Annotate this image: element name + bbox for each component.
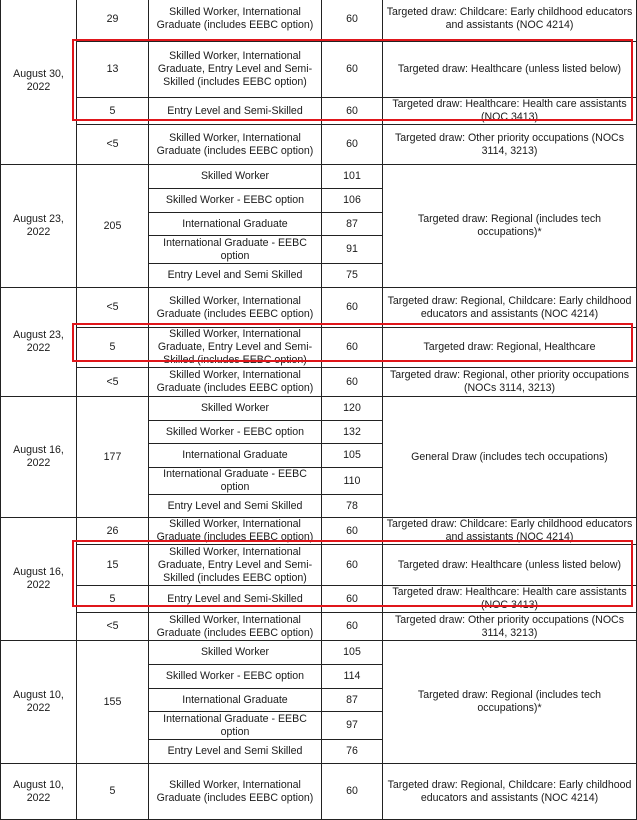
stream-cell: Entry Level and Semi Skilled <box>149 740 322 764</box>
draw-description: Targeted draw: Healthcare (unless listed below) <box>383 42 637 98</box>
invitations-count: 15 <box>77 545 149 586</box>
stream-cell: Skilled Worker, International Graduate (includes EEBC option) <box>149 764 322 820</box>
min-score: 110 <box>322 468 383 495</box>
invitations-count: 26 <box>77 518 149 545</box>
draw-date: August 23, 2022 <box>1 288 77 397</box>
stream-cell: Skilled Worker <box>149 641 322 665</box>
draw-description: Targeted draw: Childcare: Early childhood educators and assistants (NOC 4214) <box>383 0 637 42</box>
table-row <box>1 328 637 368</box>
draw-description: Targeted draw: Other priority occupations (NOCs 3114, 3213) <box>383 613 637 641</box>
min-score: 60 <box>322 328 383 368</box>
table-row <box>1 368 637 397</box>
invitations-count: 5 <box>77 586 149 613</box>
draw-description: Targeted draw: Healthcare: Health care assistants (NOC 3413) <box>383 98 637 125</box>
table-row <box>1 641 637 665</box>
stream-cell: Skilled Worker - EEBC option <box>149 665 322 689</box>
min-score: 101 <box>322 165 383 189</box>
min-score: 120 <box>322 397 383 421</box>
invitations-count: 5 <box>77 98 149 125</box>
min-score: 91 <box>322 236 383 264</box>
table-row <box>1 42 637 98</box>
draw-description: Targeted draw: Regional, Childcare: Early childhood educators and assistants (NOC 4214) <box>383 288 637 328</box>
stream-cell: Entry Level and Semi-Skilled <box>149 586 322 613</box>
draw-date: August 30, 2022 <box>1 0 77 165</box>
invitations-count: 5 <box>77 328 149 368</box>
stream-cell: International Graduate - EEBC option <box>149 712 322 740</box>
invitations-count: 29 <box>77 0 149 42</box>
stream-cell: Entry Level and Semi Skilled <box>149 495 322 518</box>
invitations-count: <5 <box>77 288 149 328</box>
invitations-count: <5 <box>77 125 149 165</box>
stream-cell: Entry Level and Semi-Skilled <box>149 98 322 125</box>
table-row <box>1 397 637 421</box>
draw-date: August 23, 2022 <box>1 165 77 288</box>
min-score: 105 <box>322 641 383 665</box>
stream-cell: International Graduate <box>149 444 322 468</box>
draw-date: August 16, 2022 <box>1 397 77 518</box>
min-score: 87 <box>322 213 383 236</box>
min-score: 60 <box>322 0 383 42</box>
min-score: 60 <box>322 586 383 613</box>
invitations-count: 5 <box>77 764 149 820</box>
min-score: 75 <box>322 264 383 288</box>
min-score: 78 <box>322 495 383 518</box>
invitations-count: 13 <box>77 42 149 98</box>
stream-cell: Skilled Worker, International Graduate (includes EEBC option) <box>149 288 322 328</box>
draw-date: August 16, 2022 <box>1 518 77 641</box>
min-score: 60 <box>322 368 383 397</box>
min-score: 87 <box>322 689 383 712</box>
stream-cell: Skilled Worker - EEBC option <box>149 421 322 444</box>
min-score: 60 <box>322 42 383 98</box>
min-score: 106 <box>322 189 383 213</box>
invitations-count: 177 <box>77 397 149 518</box>
stream-cell: International Graduate - EEBC option <box>149 236 322 264</box>
invitations-count: 205 <box>77 165 149 288</box>
stream-cell: Skilled Worker, International Graduate, Entry Level and Semi-Skilled (includes EEBC option) <box>149 328 322 368</box>
table-row <box>1 288 637 328</box>
draw-description: Targeted draw: Healthcare: Health care assistants (NOC 3413) <box>383 586 637 613</box>
stream-cell: Skilled Worker, International Graduate (includes EEBC option) <box>149 125 322 165</box>
table-row <box>1 98 637 125</box>
draw-description: Targeted draw: Childcare: Early childhood educators and assistants (NOC 4214) <box>383 518 637 545</box>
invitations-count: <5 <box>77 368 149 397</box>
min-score: 132 <box>322 421 383 444</box>
draw-description: Targeted draw: Other priority occupations (NOCs 3114, 3213) <box>383 125 637 165</box>
stream-cell: International Graduate <box>149 213 322 236</box>
stream-cell: Skilled Worker, International Graduate (includes EEBC option) <box>149 368 322 397</box>
invitations-count: <5 <box>77 613 149 641</box>
draw-description: Targeted draw: Regional, Childcare: Early childhood educators and assistants (NOC 4214) <box>383 764 637 820</box>
stream-cell: Skilled Worker, International Graduate (includes EEBC option) <box>149 518 322 545</box>
min-score: 60 <box>322 288 383 328</box>
draw-description: Targeted draw: Regional, other priority occupations (NOCs 3114, 3213) <box>383 368 637 397</box>
stream-cell: International Graduate - EEBC option <box>149 468 322 495</box>
table-row <box>1 545 637 586</box>
table-row <box>1 518 637 545</box>
stream-cell: Skilled Worker, International Graduate, Entry Level and Semi-Skilled (includes EEBC option) <box>149 545 322 586</box>
min-score: 105 <box>322 444 383 468</box>
table-row <box>1 764 637 820</box>
stream-cell: Entry Level and Semi Skilled <box>149 264 322 288</box>
draw-description: Targeted draw: Healthcare (unless listed below) <box>383 545 637 586</box>
min-score: 114 <box>322 665 383 689</box>
draw-date: August 10, 2022 <box>1 641 77 764</box>
table-row <box>1 0 637 42</box>
draw-description: Targeted draw: Regional (includes tech occupations)* <box>383 165 637 288</box>
stream-cell: Skilled Worker <box>149 165 322 189</box>
draw-description: General Draw (includes tech occupations) <box>383 397 637 518</box>
min-score: 60 <box>322 518 383 545</box>
stream-cell: International Graduate <box>149 689 322 712</box>
min-score: 76 <box>322 740 383 764</box>
min-score: 97 <box>322 712 383 740</box>
min-score: 60 <box>322 613 383 641</box>
invitations-count: 155 <box>77 641 149 764</box>
table-row <box>1 613 637 641</box>
stream-cell: Skilled Worker, International Graduate (includes EEBC option) <box>149 0 322 42</box>
table-row <box>1 125 637 165</box>
stream-cell: Skilled Worker, International Graduate, Entry Level and Semi-Skilled (includes EEBC option) <box>149 42 322 98</box>
min-score: 60 <box>322 545 383 586</box>
draw-date: August 10, 2022 <box>1 764 77 820</box>
stream-cell: Skilled Worker <box>149 397 322 421</box>
stream-cell: Skilled Worker - EEBC option <box>149 189 322 213</box>
draw-description: Targeted draw: Regional (includes tech occupations)* <box>383 641 637 764</box>
draw-description: Targeted draw: Regional, Healthcare <box>383 328 637 368</box>
table-row <box>1 586 637 613</box>
min-score: 60 <box>322 98 383 125</box>
min-score: 60 <box>322 125 383 165</box>
stream-cell: Skilled Worker, International Graduate (includes EEBC option) <box>149 613 322 641</box>
min-score: 60 <box>322 764 383 820</box>
table-row <box>1 165 637 189</box>
